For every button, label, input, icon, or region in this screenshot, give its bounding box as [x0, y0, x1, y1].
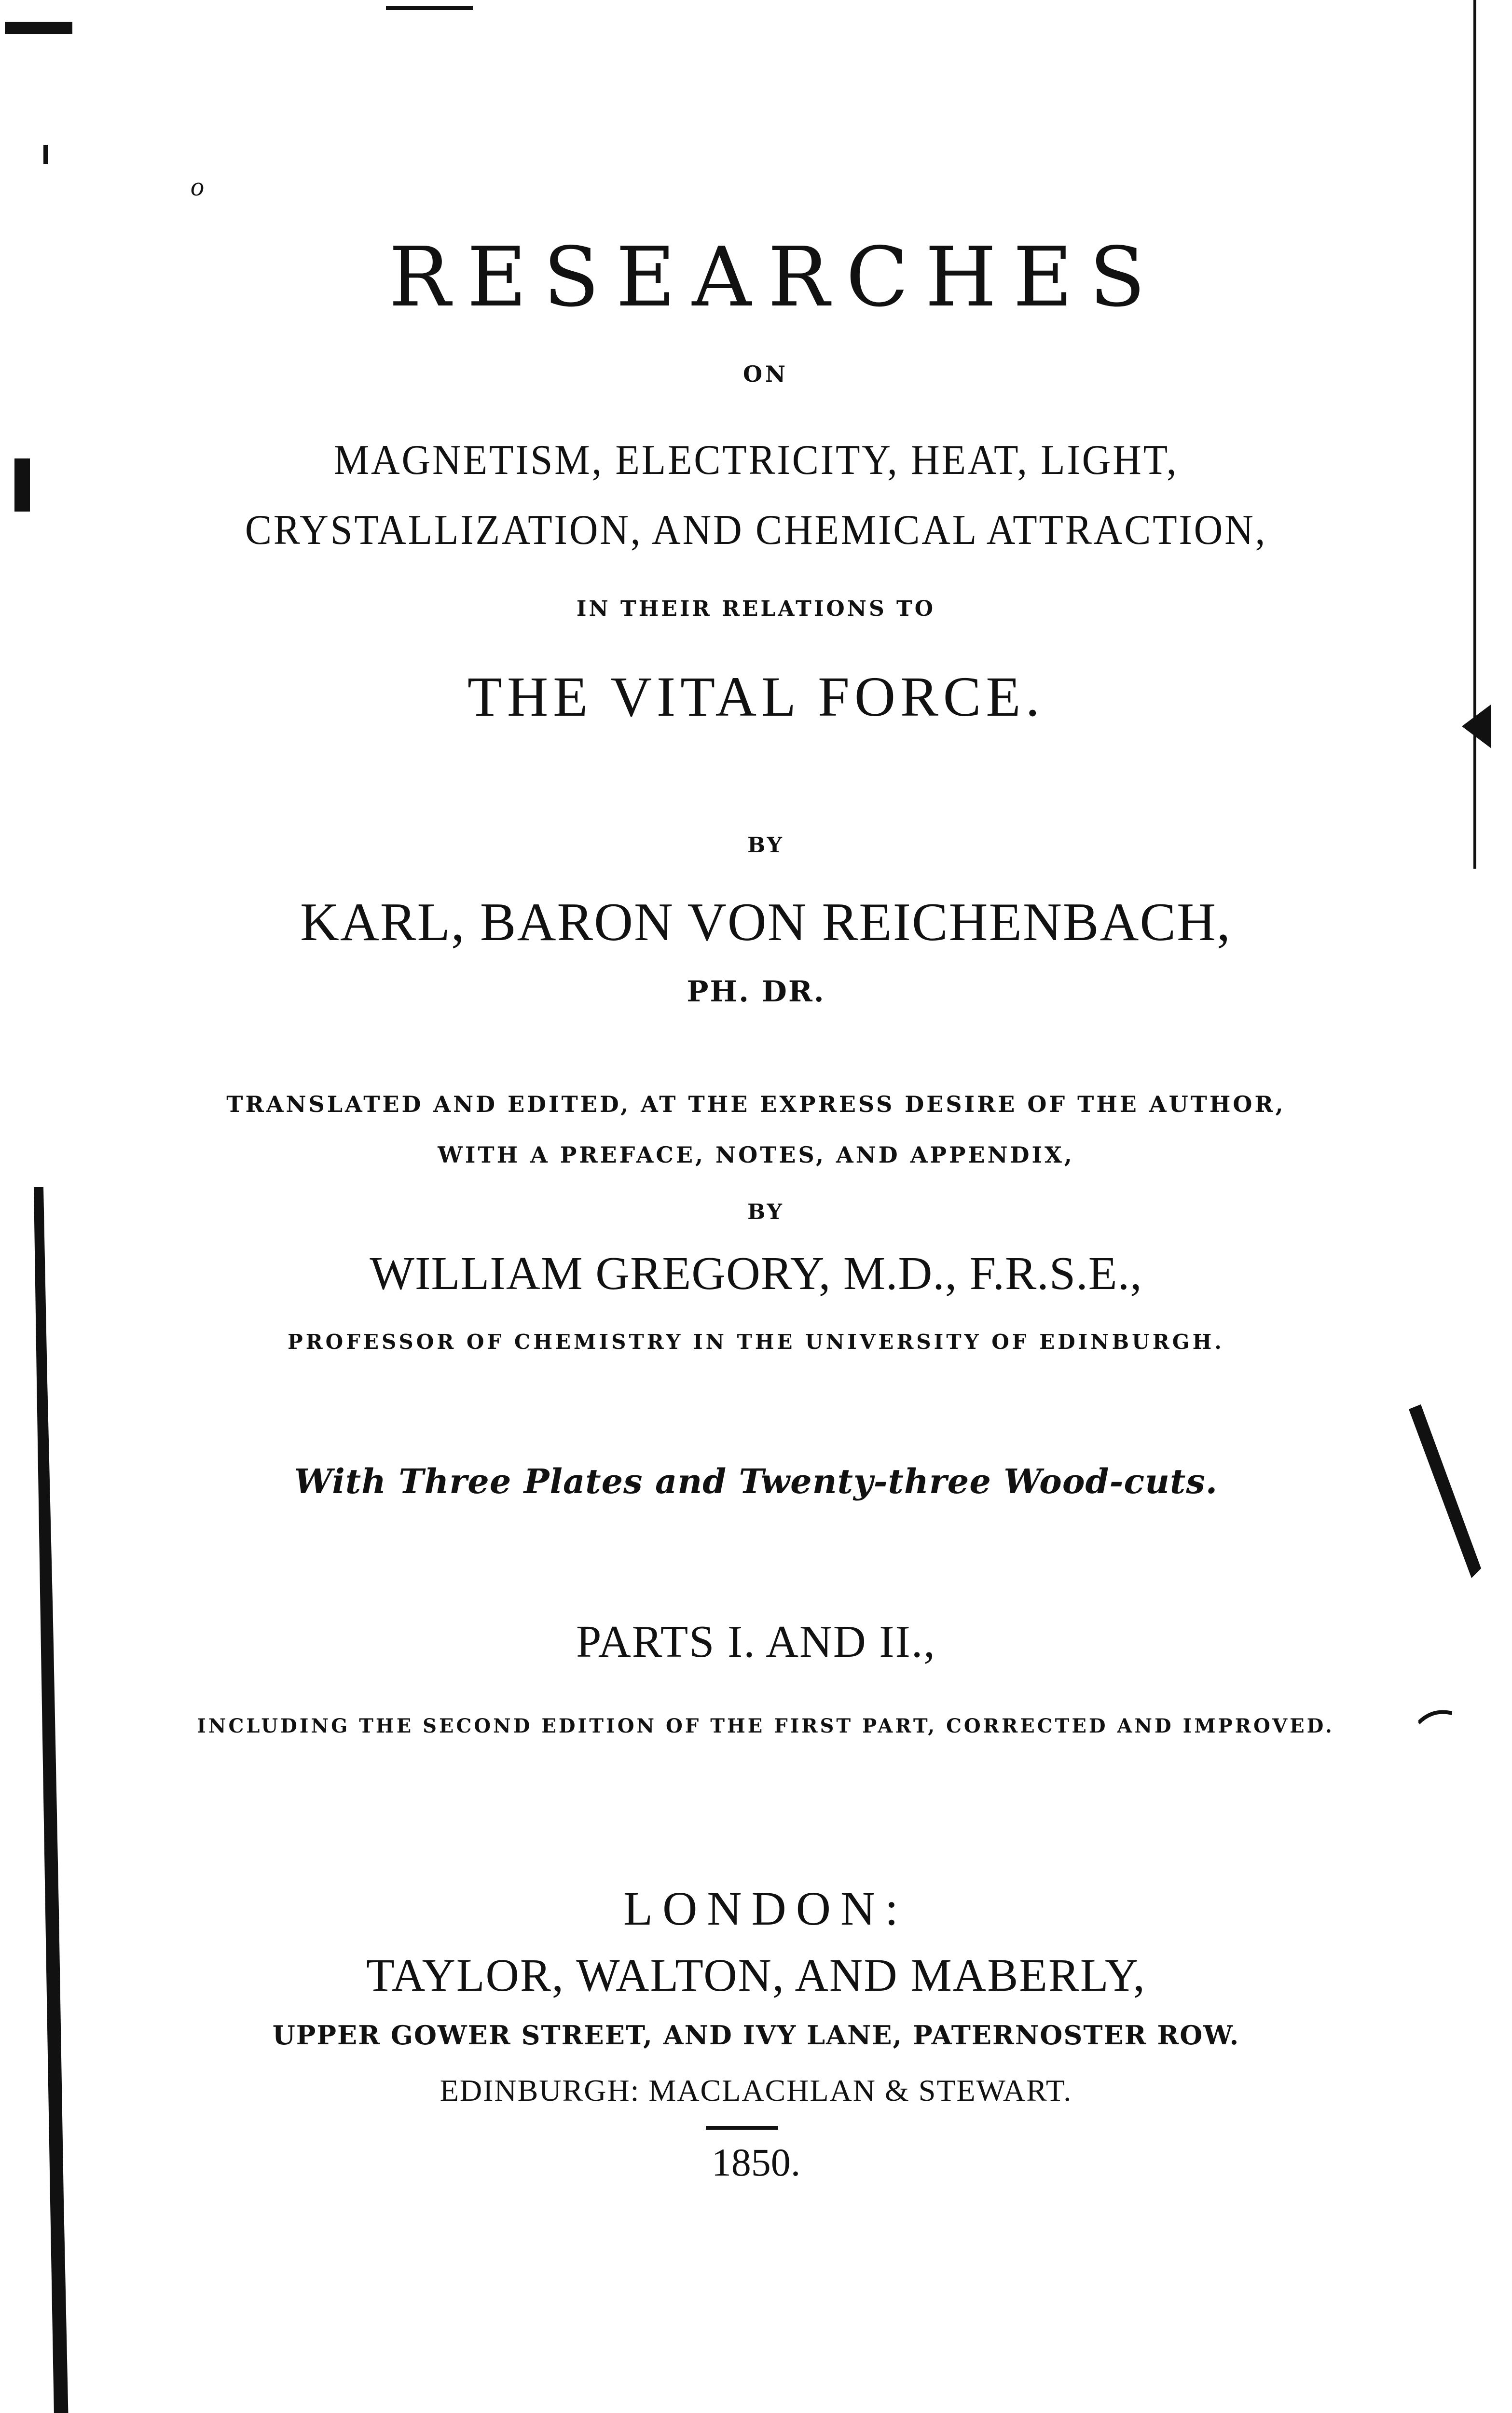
edition-note: INCLUDING THE SECOND EDITION OF THE FIRST PART, CORRECTED AND IMPROVED.: [197, 1715, 1334, 1737]
subject-line-2: CRYSTALLIZATION, AND CHEMICAL ATTRACTION,: [245, 507, 1267, 554]
vital-force-heading: THE VITAL FORCE.: [467, 665, 1045, 728]
left-margin-speck: [14, 458, 30, 512]
top-rule-speck: [386, 6, 473, 10]
stray-mark: o: [191, 172, 204, 202]
translator-position: PROFESSOR OF CHEMISTRY IN THE UNIVERSITY OF EDINBURGH.: [288, 1330, 1224, 1354]
subject-line-1: MAGNETISM, ELECTRICITY, HEAT, LIGHT,: [333, 437, 1179, 484]
publisher-name: TAYLOR, WALTON, AND MABERLY,: [366, 1949, 1146, 2001]
by-label: BY: [747, 833, 784, 858]
binding-edge-left: [29, 1187, 72, 2413]
author-name: KARL, BARON VON REICHENBACH,: [300, 892, 1232, 952]
translator-name: WILLIAM GREGORY, M.D., F.R.S.E.,: [370, 1248, 1142, 1300]
by-label-2: BY: [747, 1200, 784, 1224]
on-label: ON: [742, 361, 789, 387]
author-degree: PH. DR.: [687, 975, 825, 1009]
parts-heading: PARTS I. AND II.,: [576, 1617, 936, 1667]
translated-line-2: WITH A PREFACE, NOTES, AND APPENDIX,: [438, 1142, 1074, 1168]
edinburgh-publisher: EDINBURGH: MACLACHLAN & STEWART.: [440, 2073, 1072, 2108]
corner-speck: [5, 22, 72, 34]
translated-line-1: TRANSLATED AND EDITED, AT THE EXPRESS DESIRE OF THE AUTHOR,: [226, 1091, 1286, 1117]
publisher-address: UPPER GOWER STREET, AND IVY LANE, PATERNOSTER ROW.: [272, 2020, 1240, 2051]
main-title: RESEARCHES: [388, 230, 1162, 325]
publication-year: 1850.: [711, 2140, 801, 2184]
plates-note: With Three Plates and Twenty-three Wood-cuts.: [294, 1461, 1218, 1501]
left-margin-dot: [43, 145, 48, 164]
imprint-city: LONDON:: [623, 1882, 908, 1935]
year-rule: [706, 2126, 778, 2130]
relations-line: IN THEIR RELATIONS TO: [576, 596, 936, 621]
